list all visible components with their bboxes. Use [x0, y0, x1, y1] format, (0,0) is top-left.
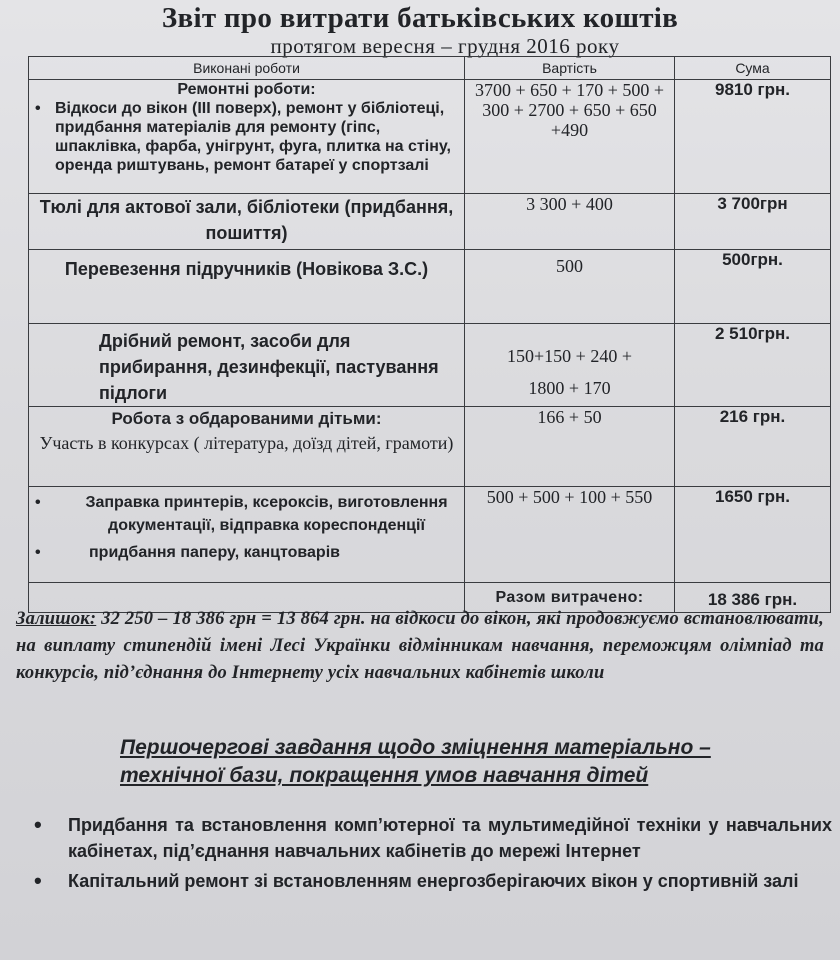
priorities-heading: Першочергові завдання щодо зміцнення матеріально – технічної бази, покращення умов навчання дітей	[120, 736, 711, 787]
cost-cell: 500 + 500 + 100 + 550	[465, 487, 675, 583]
cost-cell: 3700 + 650 + 170 + 500 + 300 + 2700 + 650 + 650 +490	[465, 80, 675, 194]
list-item: • Капітальний ремонт зі встановленням енергозберігаючих вікон у спортивній залі	[20, 868, 840, 894]
priorities-list	[20, 812, 840, 898]
cost-line-1: 150+150 + 240 +	[507, 346, 632, 366]
remainder-text: 32 250 – 18 386 грн = 13 864 грн. на відкоси до вікон, які продовжуємо встановлювати, на виплату стипендій імені Лесі Українки відмінникам навчання, переможцям олімпіад та конкурсів, під’єднання до Інтернету усіх навчальних кабінетів школи	[16, 609, 824, 683]
header-sum: Сума	[675, 57, 831, 80]
row-title: Ремонтні роботи:	[177, 81, 316, 98]
list-item: • придбання паперу, канцтоварів	[29, 541, 464, 564]
sum-cell: 2 510грн.	[675, 324, 831, 407]
table-row	[29, 324, 831, 407]
table-header-row	[29, 57, 831, 80]
row-detail: • Відкоси до вікон (ІІІ поверх), ремонт у бібліотеці, придбання матеріалів для ремонту (гіпс, шпаклівка, фарба, унігрунт, фуга, плитка на стіну, оренда риштувань, ремонт батареї у спортзалі	[29, 99, 464, 175]
total-value: 18 386 грн.	[675, 583, 831, 613]
row-detail: Участь в конкурсах ( література, доїзд дітей, грамоти)	[39, 433, 454, 453]
table-row	[29, 487, 831, 583]
sum-cell: 3 700грн	[675, 194, 831, 250]
document-title: Звіт про витрати батьківських коштів	[161, 2, 679, 34]
work-cell: Дрібний ремонт, засоби для прибирання, дезинфекції, пастування підлоги	[29, 324, 465, 407]
sum-cell: 216 грн.	[675, 407, 831, 487]
table-row	[29, 80, 831, 194]
table-row	[29, 250, 831, 324]
cost-line-2: 1800 + 170	[528, 378, 611, 398]
work-cell	[29, 487, 465, 583]
header-cost: Вартість	[465, 57, 675, 80]
list-item: • Заправка принтерів, ксероксів, виготовлення документації, відправка кореспонденції	[29, 491, 464, 537]
work-cell	[29, 407, 465, 487]
document-subtitle: протягом вересня – грудня 2016 року	[270, 34, 620, 58]
remainder-label: Залишок:	[16, 609, 97, 629]
cost-cell: 500	[465, 250, 675, 324]
work-cell: Тюлі для актової зали, бібліотеки (придбання, пошиття)	[29, 194, 465, 250]
work-cell	[29, 80, 465, 194]
cost-cell	[465, 324, 675, 407]
header-work: Виконані роботи	[29, 57, 465, 80]
expenses-table	[28, 56, 831, 613]
cost-cell: 166 + 50	[465, 407, 675, 487]
sum-cell: 9810 грн.	[675, 80, 831, 194]
work-cell: Перевезення підручників (Новікова З.С.)	[29, 250, 465, 324]
row-title: Робота з обдарованими дітьми:	[111, 409, 382, 428]
cost-cell: 3 300 + 400	[465, 194, 675, 250]
total-label: Разом витрачено:	[465, 583, 675, 613]
sum-cell: 1650 грн.	[675, 487, 831, 583]
sum-cell: 500грн.	[675, 250, 831, 324]
remainder-paragraph	[16, 606, 824, 687]
table-row	[29, 407, 831, 487]
table-row	[29, 194, 831, 250]
list-item: • Придбання та встановлення комп’ютерної та мультимедійної техніки у навчальних кабінетах, під’єднання навчальних кабінетів до мережі Інтернет	[20, 812, 840, 864]
